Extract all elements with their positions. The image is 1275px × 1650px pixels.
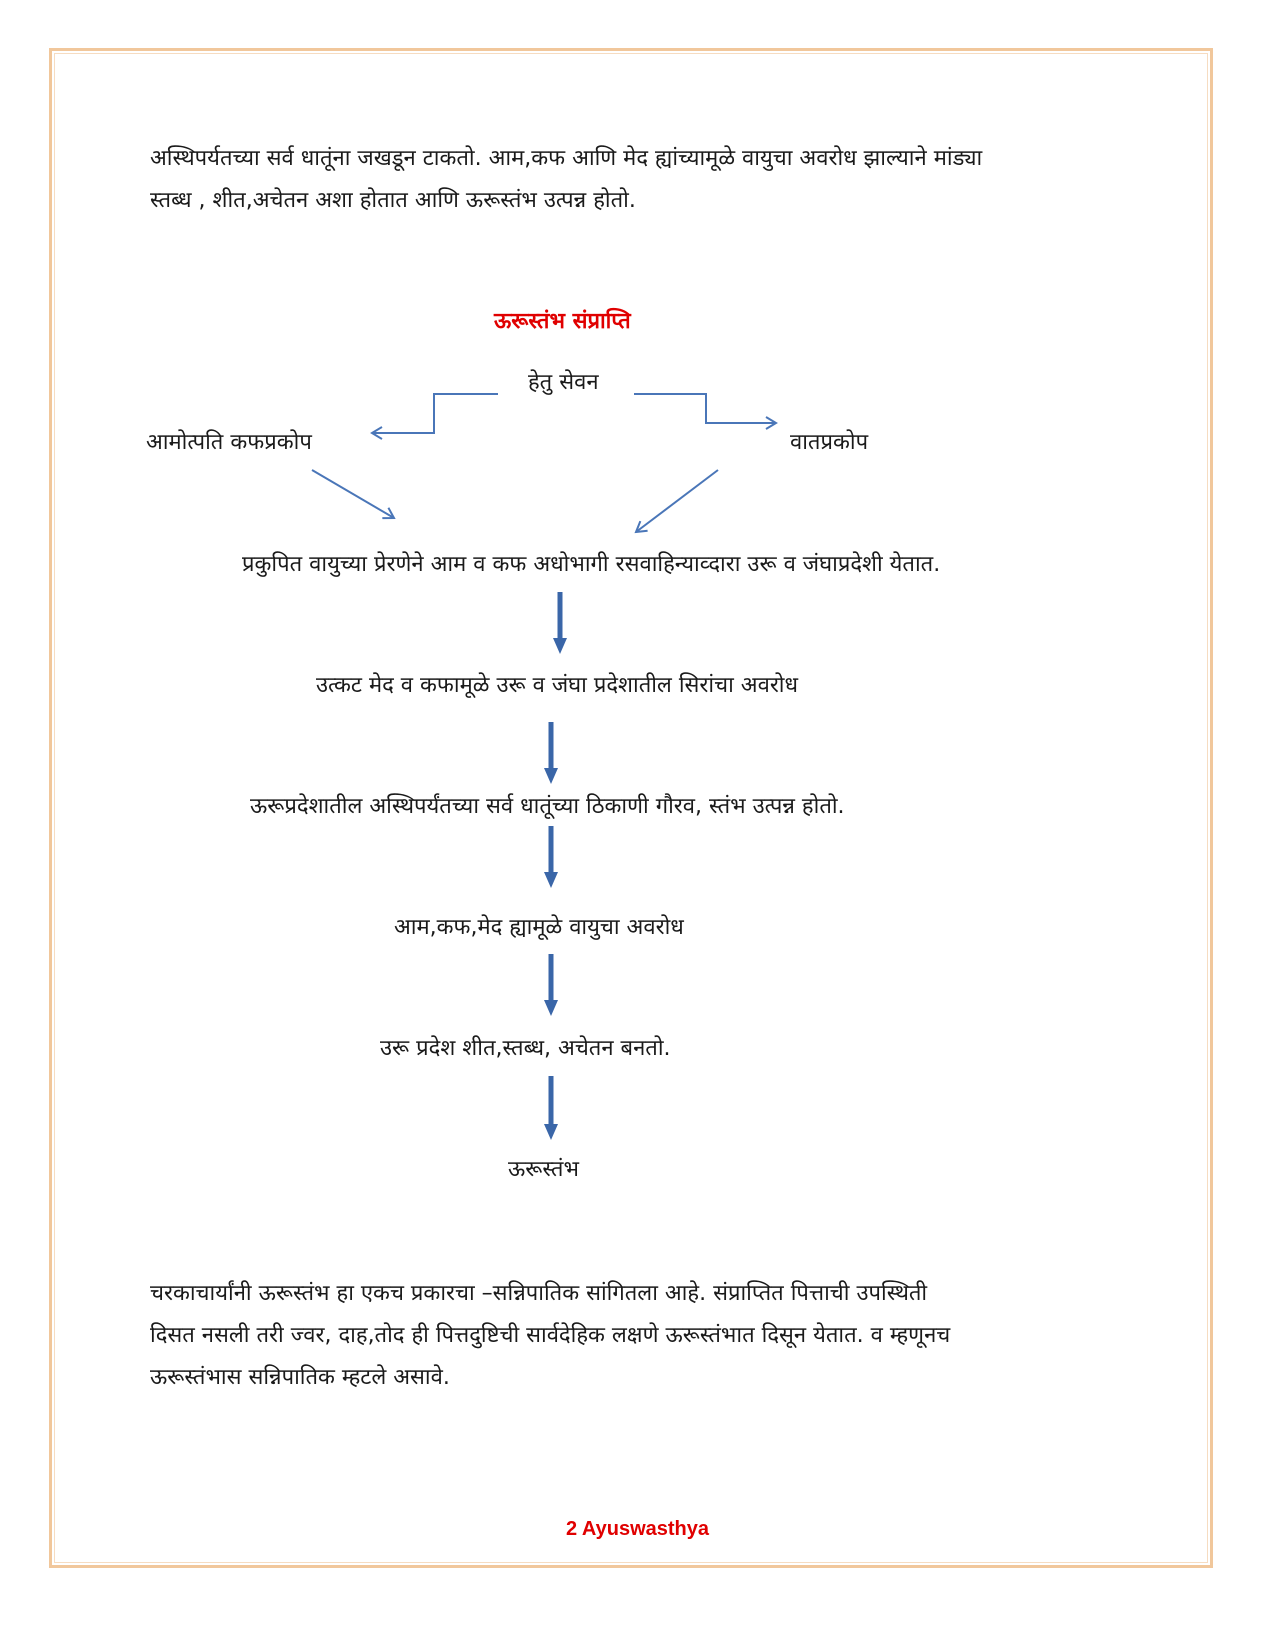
conclusion-line-2: दिसत नसली तरी ज्वर, दाह,तोद ही पित्तदुष्टिची सार्वदेहिक लक्षणे ऊरूस्तंभात दिसून येतात. व म्हणूनच xyxy=(150,1323,951,1348)
intro-line-2: स्तब्ध , शीत,अचेतन अशा होतात आणि ऊरूस्तंभ उत्पन्न होतो. xyxy=(150,188,636,213)
flowchart-title: ऊरूस्तंभ संप्राप्ति xyxy=(494,309,631,334)
step-3-node: ऊरूप्रदेशातील अस्थिपर्यंतच्या सर्व धातूंच्या ठिकाणी गौरव, स्तंभ उत्पन्न होतो. xyxy=(250,794,845,819)
right-branch-node: वातप्रकोप xyxy=(790,430,869,455)
step-4-node: आम,कफ,मेद ह्यामूळे वायुचा अवरोध xyxy=(394,915,684,940)
page-footer: 2 Ayuswasthya xyxy=(565,1518,710,1540)
intro-line-1: अस्थिपर्यतच्या सर्व धातूंना जखडून टाकतो. आम,कफ आणि मेद ह्यांच्यामूळे वायुचा अवरोध झाल्याने मांड्या xyxy=(150,146,983,171)
intro-paragraph xyxy=(150,138,1110,222)
step-2-node: उत्कट मेद व कफामूळे उरू व जंघा प्रदेशातील सिरांचा अवरोध xyxy=(316,673,799,698)
conclusion-paragraph xyxy=(150,1273,1110,1399)
step-1-node: प्रकुपित वायुच्या प्रेरणेने आम व कफ अधोभागी रसवाहिन्याव्दारा उरू व जंघाप्रदेशी येतात. xyxy=(242,552,941,577)
left-branch-node: आमोत्पति कफप्रकोप xyxy=(146,430,312,455)
conclusion-line-1: चरकाचार्यांनी ऊरूस्तंभ हा एकच प्रकारचा –सन्निपातिक सांगितला आहे. संप्राप्तित पित्ताची उपस्थिती xyxy=(150,1281,928,1306)
conclusion-line-3: ऊरूस्तंभास सन्निपातिक म्हटले असावे. xyxy=(150,1365,450,1390)
step-5-node: उरू प्रदेश शीत,स्तब्ध, अचेतन बनतो. xyxy=(380,1036,671,1061)
cause-node: हेतु सेवन xyxy=(528,370,599,395)
result-node: ऊरूस्तंभ xyxy=(508,1157,579,1182)
